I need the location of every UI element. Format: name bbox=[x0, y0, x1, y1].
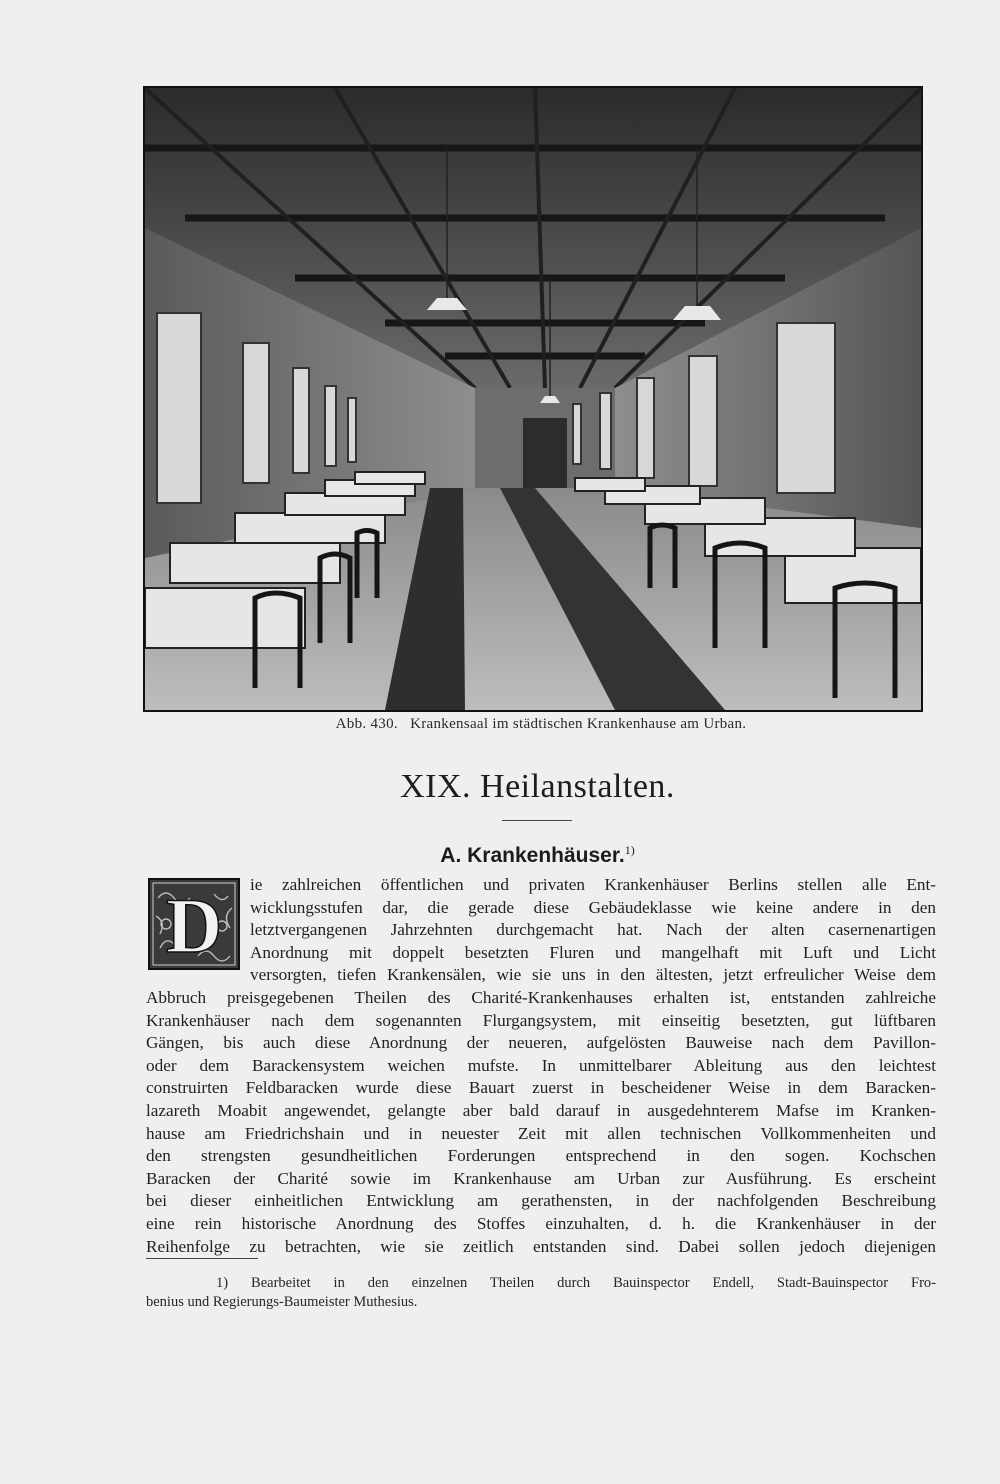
dropcap-letter: D bbox=[165, 882, 223, 969]
section-title-text: A. Krankenhäuser. bbox=[440, 844, 625, 867]
figure-caption bbox=[143, 716, 939, 733]
ornamental-dropcap-icon bbox=[148, 878, 240, 970]
footnote-divider bbox=[146, 1258, 258, 1259]
body-line: Abbruch preisgegebenen Theilen des Charité-Krankenhauses erhalten ist, entstanden zahlreiche bbox=[146, 987, 936, 1007]
body-line: wicklungsstufen dar, die gerade diese Gebäudeklasse wie keine andere in den bbox=[250, 897, 936, 917]
title-divider bbox=[502, 820, 572, 821]
body-line: Reihenfolge zu betrachten, wie sie zeitlich entstanden sind. Dabei sollen jedoch diejenigen bbox=[146, 1236, 936, 1256]
chapter-title: XIX. Heilanstalten. bbox=[400, 768, 675, 805]
decorative-initial bbox=[148, 878, 240, 970]
body-line: versorgten, tiefen Krankensälen, wie sie uns in den ältesten, jetzt erfreulicher Weise dem bbox=[250, 965, 936, 985]
ward-photograph bbox=[143, 86, 923, 712]
body-line: oder dem Barackensystem weichen mufste. In unmittelbarer Ableitung aus den leichtest bbox=[146, 1055, 936, 1075]
body-line: Anordnung mit doppelt besetzten Fluren und mangelhaft mit Luft und Licht bbox=[250, 942, 936, 962]
ward-photo-illustration bbox=[145, 88, 921, 710]
body-paragraph bbox=[146, 874, 936, 1258]
body-line: eine rein historische Anordnung des Stoffes einzuhalten, d. h. die Krankenhäuser in der bbox=[146, 1213, 936, 1233]
body-line: Gängen, bis auch diese Anordnung der neueren, aufgelösten Bauweise nach dem Pavillon- bbox=[146, 1033, 936, 1053]
figure-number: Abb. 430. bbox=[335, 716, 398, 732]
footnote bbox=[146, 1274, 936, 1312]
body-line: den strengsten gesundheitlichen Forderungen entsprechend in den sogen. Kochschen bbox=[146, 1146, 936, 1166]
body-line: bei dieser einheitlichen Entwicklung am gerathensten, in der nachfolgenden Beschreibung bbox=[146, 1191, 936, 1211]
body-line: lazareth Moabit angewendet, gelangte aber bald darauf in ausgedehnterem Mafse im Kranken- bbox=[146, 1100, 936, 1120]
body-line: Baracken der Charité sowie im Krankenhause am Urban zur Ausführung. Es erscheint bbox=[146, 1168, 936, 1188]
body-line: construirten Feldbaracken wurde diese Bauart zuerst in bescheidener Weise in dem Baracken- bbox=[146, 1078, 936, 1098]
footnote-marker: 1) bbox=[624, 843, 635, 857]
footnote-line: benius und Regierungs-Baumeister Muthesius. bbox=[146, 1294, 418, 1310]
body-line: Krankenhäuser nach dem sogenannten Flurgangsystem, mit einseitig besetzten, gut lüftbaren bbox=[146, 1010, 936, 1030]
body-line: letztvergangenen Jahrzehnten durchgemacht hat. Nach der alten casernenartigen bbox=[250, 920, 936, 940]
body-line: ie zahlreichen öffentlichen und privaten Krankenhäuser Berlins stellen alle Ent- bbox=[250, 875, 936, 894]
figure-caption-text: Krankensaal im städtischen Krankenhause am Urban. bbox=[410, 716, 747, 732]
body-line: hause am Friedrichshain und in neuester Zeit mit allen technischen Vollkommenheiten und bbox=[146, 1123, 936, 1143]
section-title bbox=[0, 843, 1000, 868]
footnote-line: 1) Bearbeitet in den einzelnen Theilen durch Bauinspector Endell, Stadt-Bauinspector Fro- bbox=[216, 1275, 936, 1291]
